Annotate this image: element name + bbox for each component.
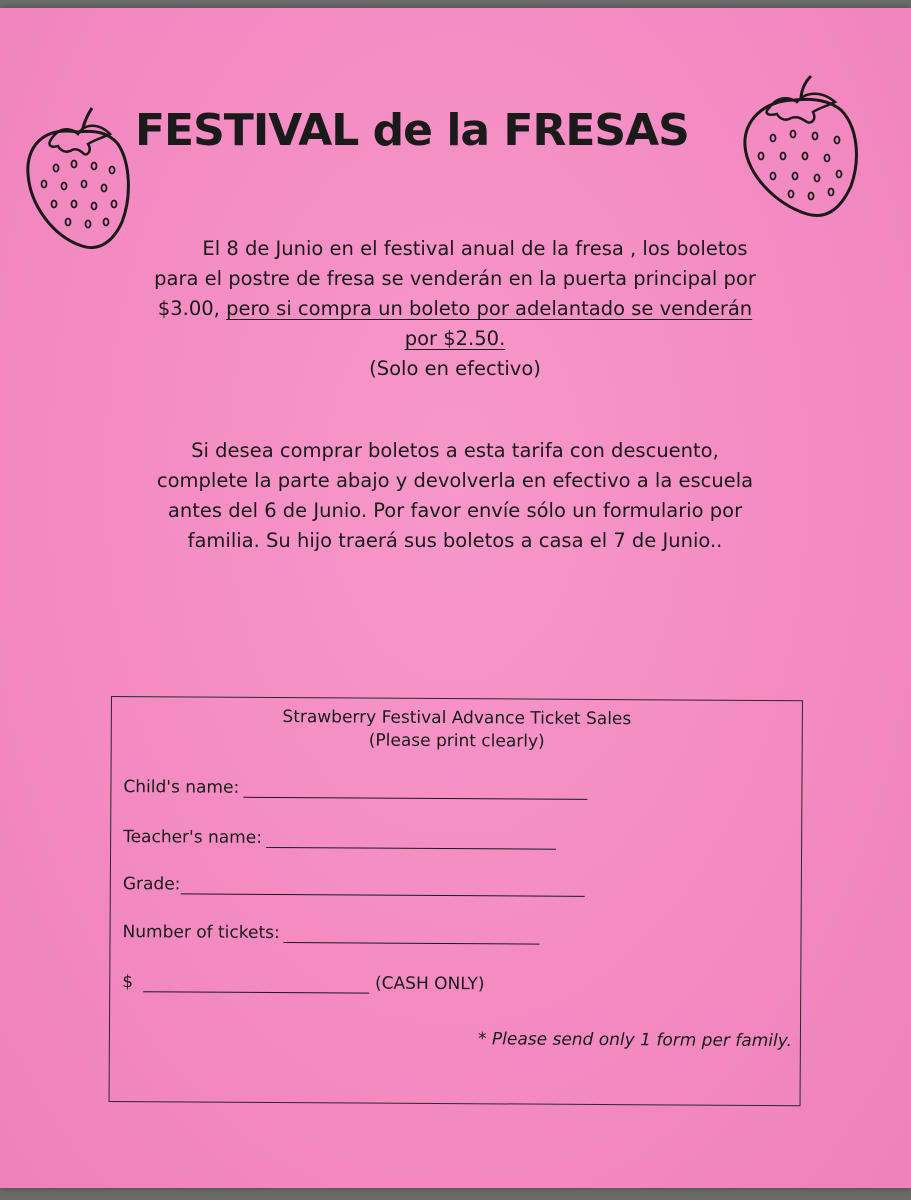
dollar-sign: $: [122, 972, 134, 993]
announcement-paragraph: [100, 234, 810, 384]
flyer-paper: [0, 8, 911, 1188]
grade-line[interactable]: [180, 875, 584, 896]
strawberry-icon: [22, 104, 134, 254]
number-of-tickets-field[interactable]: [122, 922, 539, 945]
teacher-name-line[interactable]: [266, 829, 556, 850]
child-name-field[interactable]: [123, 777, 587, 800]
number-of-tickets-label: Number of tickets:: [122, 922, 280, 944]
cash-only-note: (Solo en efectivo): [369, 357, 541, 380]
child-name-line[interactable]: [243, 779, 587, 800]
announcement-line: [100, 294, 810, 324]
instructions-line: familia. Su hijo traerá sus boletos a casa el 7 de Junio..: [187, 529, 723, 552]
grade-field[interactable]: [123, 874, 585, 897]
cash-only-label: (CASH ONLY): [375, 973, 485, 995]
amount-field[interactable]: [122, 972, 484, 994]
grade-label: Grade:: [122, 874, 181, 895]
amount-line[interactable]: [143, 973, 369, 993]
advance-price-value: por $2.50.: [404, 327, 506, 350]
instructions-line: Si desea comprar boletos a esta tarifa con descuento,: [191, 439, 719, 462]
number-of-tickets-line[interactable]: [284, 924, 540, 945]
announcement-line: El 8 de Junio en el festival anual de la fresa , los boletos: [202, 237, 748, 260]
instructions-line: complete la parte abajo y devolverla en efectivo a la escuela: [156, 469, 754, 492]
flyer-title: FESTIVAL de la FRESAS: [135, 105, 689, 156]
form-subtitle: (Please print clearly): [368, 730, 545, 752]
instructions-line: antes del 6 de Junio. Por favor envíe sólo un formulario por: [167, 499, 743, 522]
announcement-line: [100, 324, 810, 354]
one-form-per-family-note: * Please send only 1 form per family.: [477, 1029, 792, 1052]
form-title-block: [112, 705, 802, 755]
advance-price-text: pero si compra un boleto por adelantado se venderán: [226, 297, 753, 320]
teacher-name-field[interactable]: [123, 827, 556, 850]
form-title: Strawberry Festival Advance Ticket Sales: [282, 707, 632, 730]
price-text: $3.00,: [157, 297, 227, 320]
instructions-paragraph: [100, 436, 810, 556]
teacher-name-label: Teacher's name:: [123, 827, 263, 848]
ticket-order-form: [109, 696, 803, 1106]
child-name-label: Child's name:: [123, 777, 240, 798]
strawberry-icon: [735, 70, 865, 228]
announcement-line: para el postre de fresa se venderán en la puerta principal por: [154, 267, 756, 290]
